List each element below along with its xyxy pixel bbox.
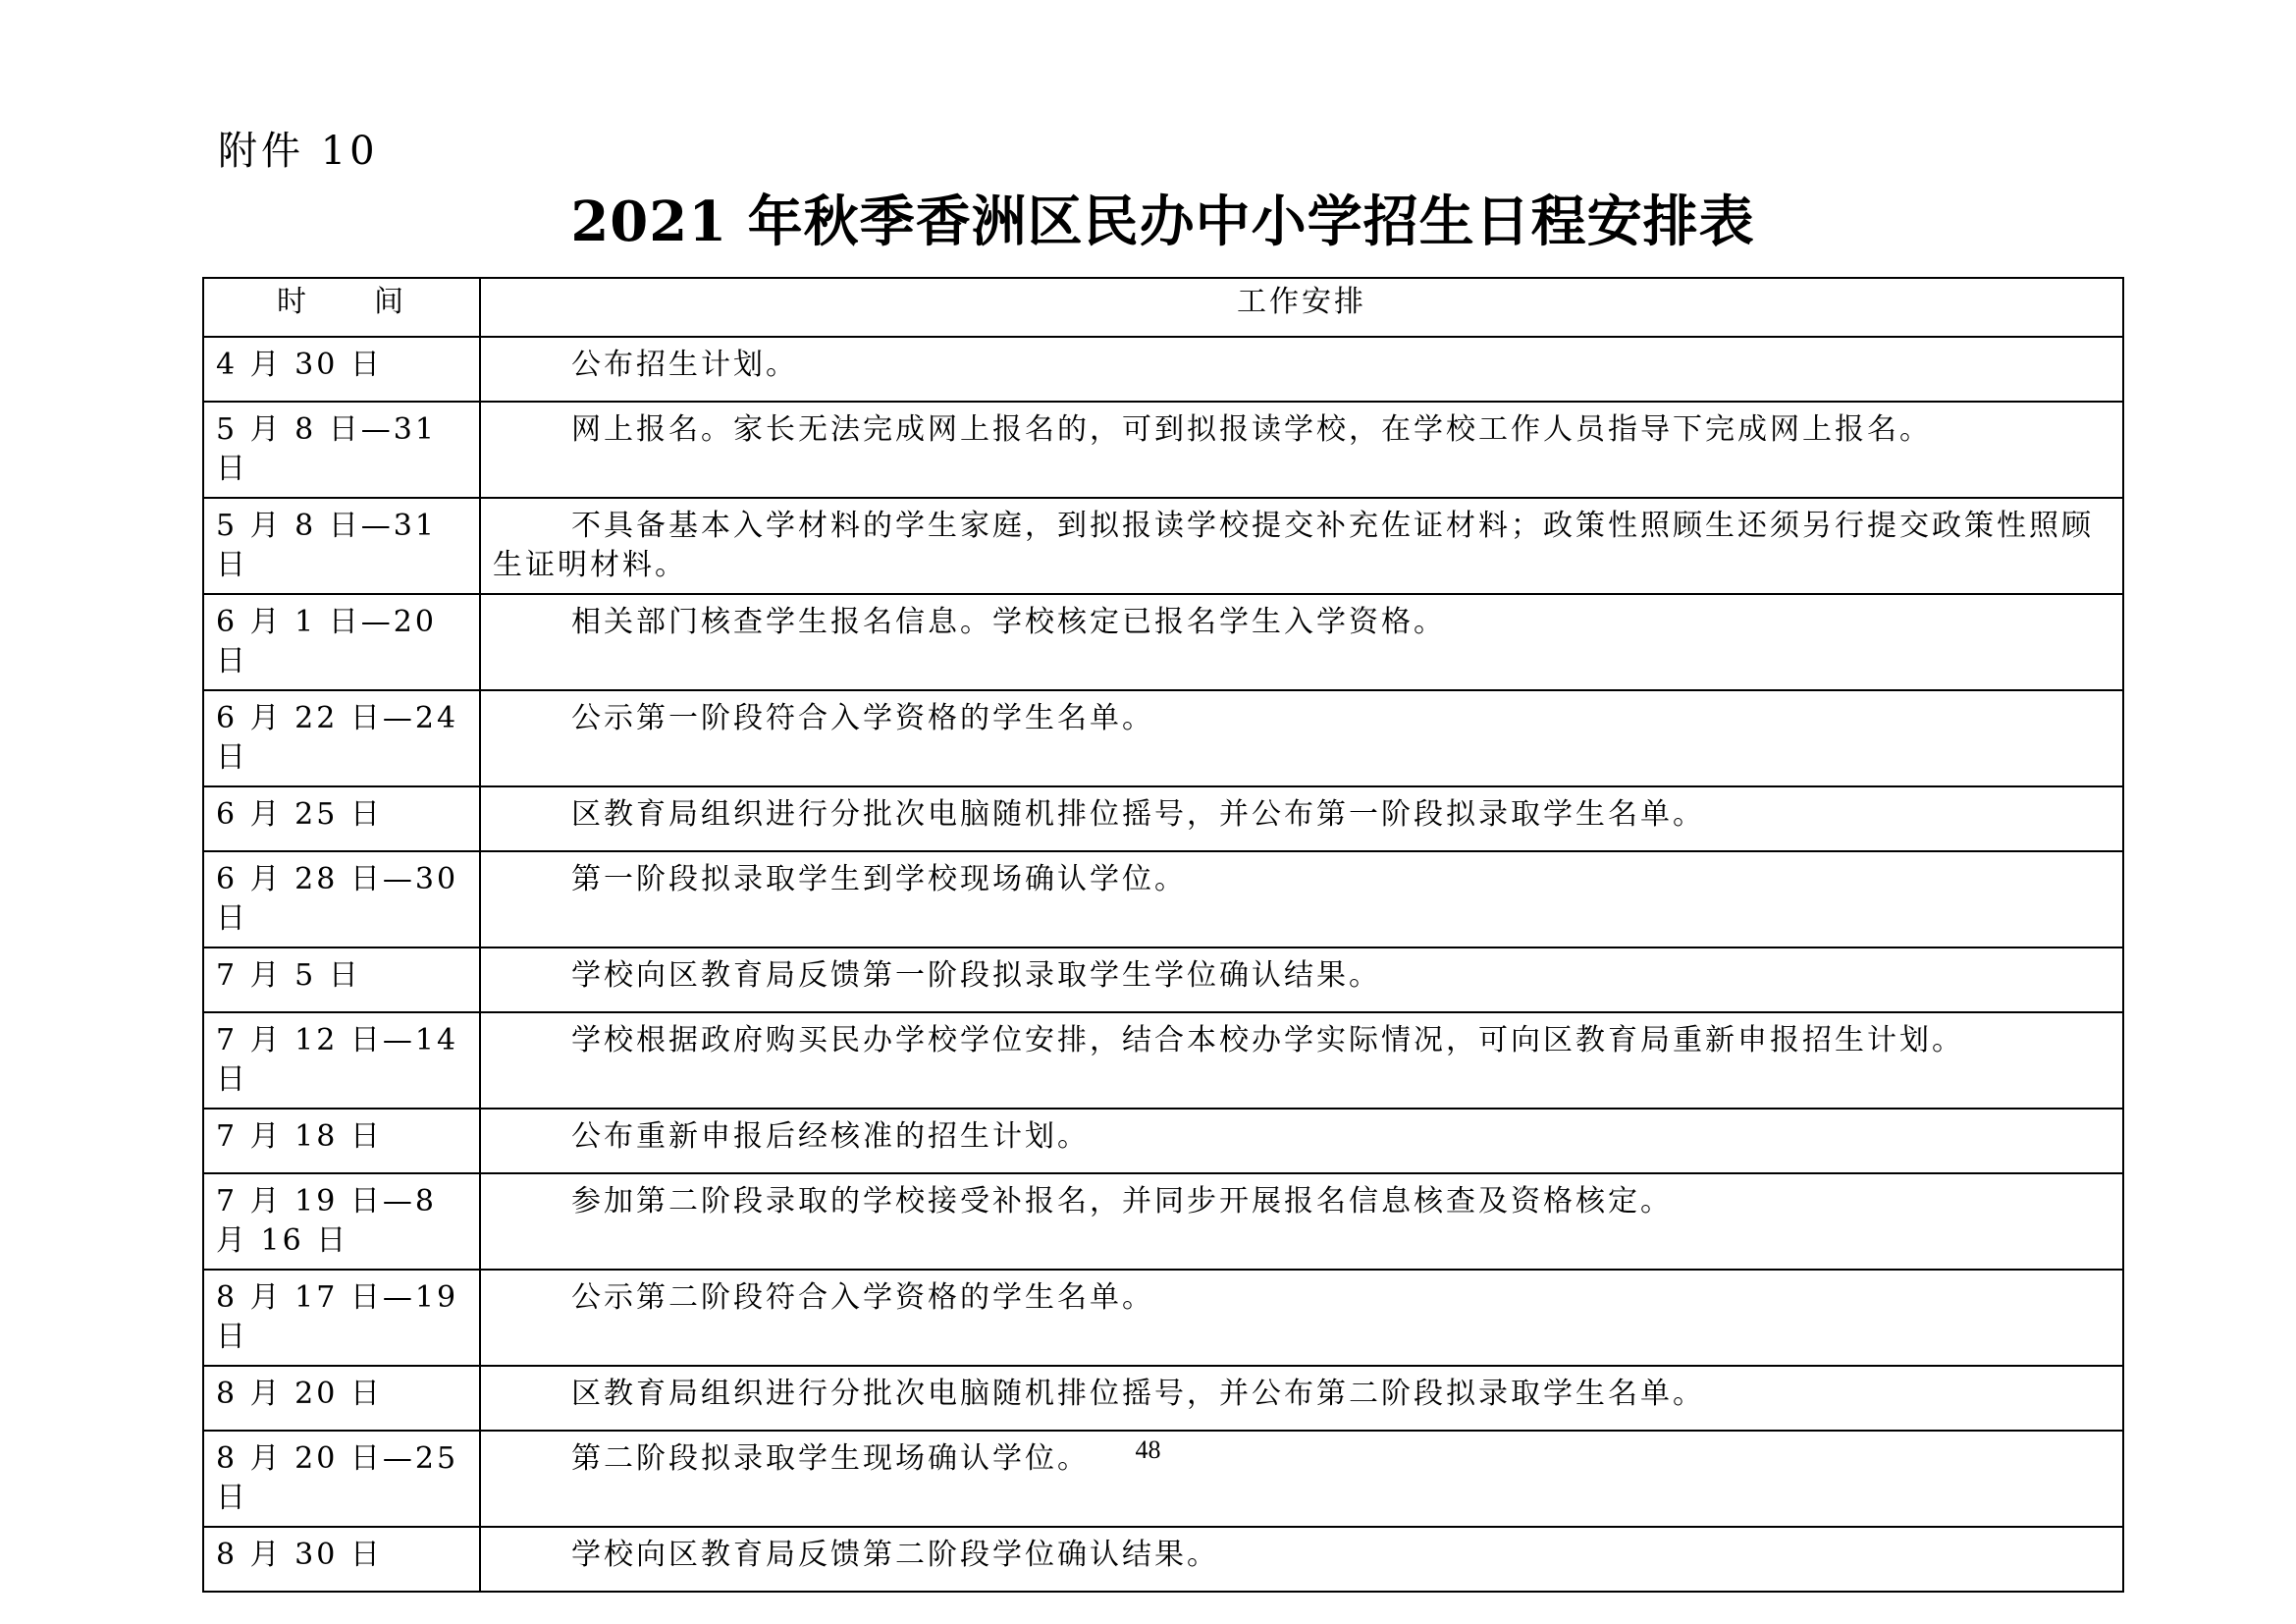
time-cell: 6 月 28 日—30 日 [203, 851, 480, 947]
work-cell: 学校向区教育局反馈第一阶段拟录取学生学位确认结果。 [480, 947, 2123, 1012]
table-row [203, 947, 2123, 1012]
work-cell: 公示第一阶段符合入学资格的学生名单。 [480, 690, 2123, 786]
time-cell: 8 月 20 日—25 日 [203, 1431, 480, 1527]
table-row [203, 498, 2123, 594]
table-row [203, 1366, 2123, 1431]
table-row [203, 1012, 2123, 1109]
schedule-table [202, 277, 2124, 1593]
work-cell: 学校根据政府购买民办学校学位安排，结合本校办学实际情况，可向区教育局重新申报招生计划。 [480, 1012, 2123, 1109]
table-row [203, 1270, 2123, 1366]
table-row [203, 337, 2123, 402]
table-row [203, 1527, 2123, 1592]
time-cell: 6 月 22 日—24 日 [203, 690, 480, 786]
time-cell: 7 月 18 日 [203, 1109, 480, 1173]
time-cell: 5 月 8 日—31 日 [203, 402, 480, 498]
page-number: 48 [1135, 1435, 1161, 1464]
work-cell: 第一阶段拟录取学生到学校现场确认学位。 [480, 851, 2123, 947]
page-title: 2021 年秋季香洲区民办中小学招生日程安排表 [570, 189, 1755, 254]
time-cell: 8 月 30 日 [203, 1527, 480, 1592]
time-cell: 5 月 8 日—31 日 [203, 498, 480, 594]
work-cell: 区教育局组织进行分批次电脑随机排位摇号，并公布第一阶段拟录取学生名单。 [480, 786, 2123, 851]
work-cell: 网上报名。家长无法完成网上报名的，可到拟报读学校，在学校工作人员指导下完成网上报名。 [480, 402, 2123, 498]
table-row [203, 690, 2123, 786]
column-header-time: 时 间 [203, 278, 480, 337]
time-cell: 7 月 19 日—8 月 16 日 [203, 1173, 480, 1270]
time-cell: 8 月 20 日 [203, 1366, 480, 1431]
work-cell: 第二阶段拟录取学生现场确认学位。 [480, 1431, 2123, 1527]
work-cell: 区教育局组织进行分批次电脑随机排位摇号，并公布第二阶段拟录取学生名单。 [480, 1366, 2123, 1431]
work-cell: 学校向区教育局反馈第二阶段学位确认结果。 [480, 1527, 2123, 1592]
time-cell: 6 月 1 日—20 日 [203, 594, 480, 690]
work-cell: 参加第二阶段录取的学校接受补报名，并同步开展报名信息核查及资格核定。 [480, 1173, 2123, 1270]
work-cell: 公布重新申报后经核准的招生计划。 [480, 1109, 2123, 1173]
work-cell: 不具备基本入学材料的学生家庭，到拟报读学校提交补充佐证材料；政策性照顾生还须另行提交政策性照顾生证明材料。 [480, 498, 2123, 594]
time-cell: 7 月 12 日—14 日 [203, 1012, 480, 1109]
time-cell: 7 月 5 日 [203, 947, 480, 1012]
table-row [203, 786, 2123, 851]
work-cell: 公示第二阶段符合入学资格的学生名单。 [480, 1270, 2123, 1366]
time-cell: 6 月 25 日 [203, 786, 480, 851]
work-cell: 相关部门核查学生报名信息。学校核定已报名学生入学资格。 [480, 594, 2123, 690]
table-row [203, 594, 2123, 690]
table-row [203, 1109, 2123, 1173]
table-header-row [203, 278, 2123, 337]
column-header-work: 工作安排 [480, 278, 2123, 337]
table-row [203, 851, 2123, 947]
time-cell: 8 月 17 日—19 日 [203, 1270, 480, 1366]
work-cell: 公布招生计划。 [480, 337, 2123, 402]
table-row [203, 402, 2123, 498]
time-cell: 4 月 30 日 [203, 337, 480, 402]
table-row [203, 1173, 2123, 1270]
attachment-label: 附件 10 [218, 129, 379, 174]
